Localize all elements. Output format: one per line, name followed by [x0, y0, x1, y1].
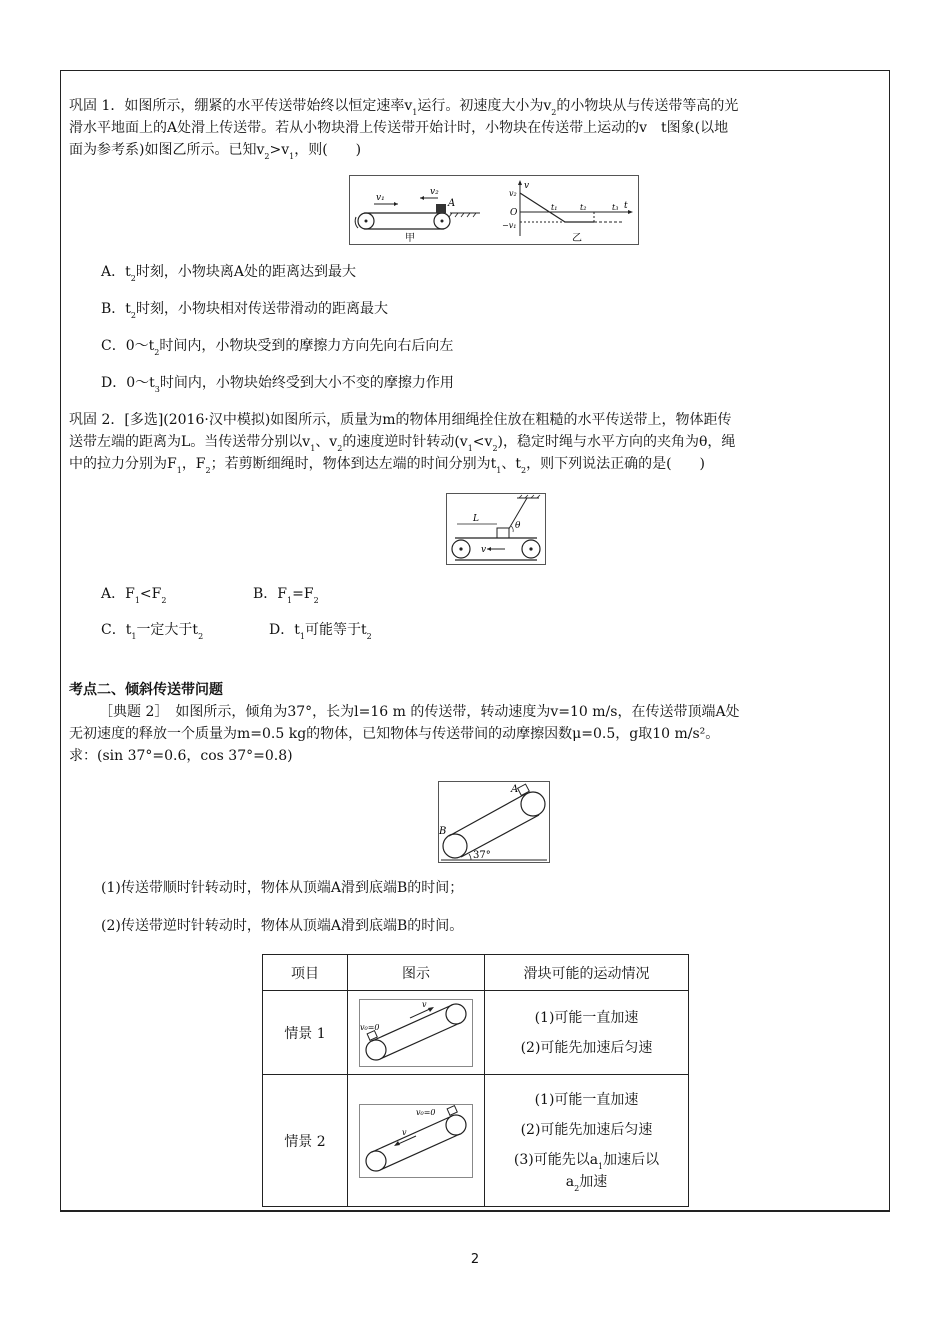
- fig2-L-label: L: [473, 514, 479, 524]
- scenario2-figure-cell: [348, 1075, 485, 1207]
- fig1-t-axis-label: t: [624, 201, 628, 211]
- table-header-figure: 图示: [348, 955, 485, 991]
- scenario2-v0-label: v₀=0: [416, 1107, 436, 1117]
- fig1-v1-label: v₁: [376, 193, 385, 203]
- fig1-neg-v1-tick: −v₁: [502, 221, 517, 230]
- fig3-A-label: A: [511, 784, 519, 795]
- scenario2-label: 情景 2: [263, 1075, 348, 1207]
- scenario1-figure: [359, 999, 473, 1067]
- fig1-origin-label: O: [510, 208, 518, 218]
- table-header-row: [263, 955, 689, 991]
- q2-options-row2: [71, 619, 871, 641]
- fig1-A-label: A: [448, 198, 456, 209]
- q2-options: [71, 583, 871, 641]
- page-number: 2: [470, 1252, 480, 1267]
- scenario1-v0-label: v₀=0: [360, 1022, 380, 1032]
- q2-text: [69, 409, 884, 475]
- fig1-v-axis-label: v: [524, 181, 530, 191]
- sub-question-1: (1)传送带顺时针转动时，物体从顶端A滑到底端B的时间；: [101, 880, 464, 896]
- q2-option-b: B．$F_1=F_2$: [253, 586, 319, 605]
- q1-option-b: B．$t_2$时刻，小物块相对传送带滑动的距离最大: [101, 301, 389, 320]
- fig1-v2-label: v₂: [430, 187, 439, 197]
- section2-heading: 考点二、倾斜传送带问题: [69, 682, 223, 698]
- fig2-v-label: v: [481, 545, 487, 555]
- fig1-left-caption: 甲: [405, 233, 415, 244]
- scenario1-line1: (1)可能一直加速: [534, 1009, 639, 1026]
- scenario2-v-label: v: [402, 1127, 407, 1137]
- q2-options-row1: [71, 583, 871, 605]
- scenario-table: [262, 954, 689, 1207]
- q1-line1: 巩固 1．如图所示，绷紧的水平传送带始终以恒定速率$v_1$运行。初速度大小为$v_2$的小物块从与传送带等高的光: [69, 98, 739, 117]
- fig3-angle-label: 37°: [473, 850, 491, 861]
- scenario2-figure: [359, 1104, 473, 1178]
- q2-line1: 巩固 2．[多选](2016·汉中模拟)如图所示，质量为m的物体用细绳拴住放在粗糙的水平传送带上，物体距传: [69, 412, 732, 428]
- scenario1-motion-cell: [485, 991, 689, 1075]
- example-line3: 求：(sin 37°=0.6，cos 37°=0.8): [69, 748, 293, 764]
- fig1-t1-tick: t₁: [551, 203, 558, 212]
- q1-option-c: C．$0\sim t_2$时间内，小物块受到的摩擦力方向先向右后向左: [101, 338, 454, 357]
- q2-line2: 送带左端的距离为L。当传送带分别以$v_1$、$v_2$的速度逆时针转动$(v_1<v_2)$，稳定时绳与水平方向的夹角为θ，绳: [69, 434, 736, 453]
- fig2-theta-label: θ: [515, 521, 521, 531]
- fig1-right-caption: 乙: [572, 233, 582, 244]
- scenario2-line3: (3)可能先以$a_1$加速后以 $a_2$加速: [513, 1151, 660, 1193]
- q2-option-d: D．$t_1$可能等于$t_2$: [269, 622, 372, 641]
- fig3-B-label: B: [439, 826, 447, 837]
- scenario2-line2: (2)可能先加速后匀速: [520, 1121, 653, 1138]
- scenario2-motion-cell: [485, 1075, 689, 1207]
- scenario1-label: 情景 1: [263, 991, 348, 1075]
- q1-option-d: D．$0\sim t_3$时间内，小物块始终受到大小不变的摩擦力作用: [101, 375, 454, 394]
- section2-text: [69, 679, 884, 767]
- example-line2: 无初速度的释放一个质量为m=0.5 kg的物体，已知物体与传送带间的动摩擦因数μ=0.5，g取10 m/s²。: [69, 726, 720, 742]
- fig1-t2-tick: t₂: [580, 203, 587, 212]
- table-header-item: 项目: [263, 955, 348, 991]
- scenario2-line1: (1)可能一直加速: [534, 1091, 639, 1108]
- table-row: [263, 991, 689, 1075]
- example-line1: ［典题 2］ 如图所示，倾角为37°，长为l=16 m 的传送带，转动速度为v=10 m/s，在传送带顶端A处: [99, 704, 740, 720]
- q1-line3: 面为参考系)如图乙所示。已知$v_2>v_1$，则( ): [69, 142, 362, 161]
- q2-option-c: C．$t_1$一定大于$t_2$: [101, 622, 204, 641]
- scenario1-figure-cell: [348, 991, 485, 1075]
- table-row: [263, 1075, 689, 1207]
- q2-figure: [446, 493, 546, 565]
- table-header-motion: 滑块可能的运动情况: [485, 955, 689, 991]
- sub-questions: [101, 877, 881, 937]
- q1-option-a: A．$t_2$时刻，小物块离A处的距离达到最大: [101, 264, 356, 283]
- q1-line2: 滑水平地面上的A处滑上传送带。若从小物块滑上传送带开始计时，小物块在传送带上运动的v t图象(以地: [69, 120, 729, 136]
- scenario1-v-label: v: [422, 999, 427, 1009]
- fig1-v2-tick: v₂: [509, 189, 517, 198]
- q1-figure: [349, 175, 639, 245]
- q2-line3: 中的拉力分别为$F_1$，$F_2$；若剪断细绳时，物体到达左端的时间分别为$t_1$、$t_2$，则下列说法正确的是( ): [69, 456, 706, 475]
- q1-options: [71, 261, 871, 394]
- q2-option-a: A．$F_1<F_2$: [101, 586, 167, 605]
- incline-figure: [438, 781, 550, 863]
- scenario1-line2: (2)可能先加速后匀速: [520, 1039, 653, 1056]
- sub-question-2: (2)传送带逆时针转动时，物体从顶端A滑到底端B的时间。: [101, 918, 464, 934]
- content: [69, 95, 881, 161]
- fig1-t3-tick: t₃: [612, 203, 619, 212]
